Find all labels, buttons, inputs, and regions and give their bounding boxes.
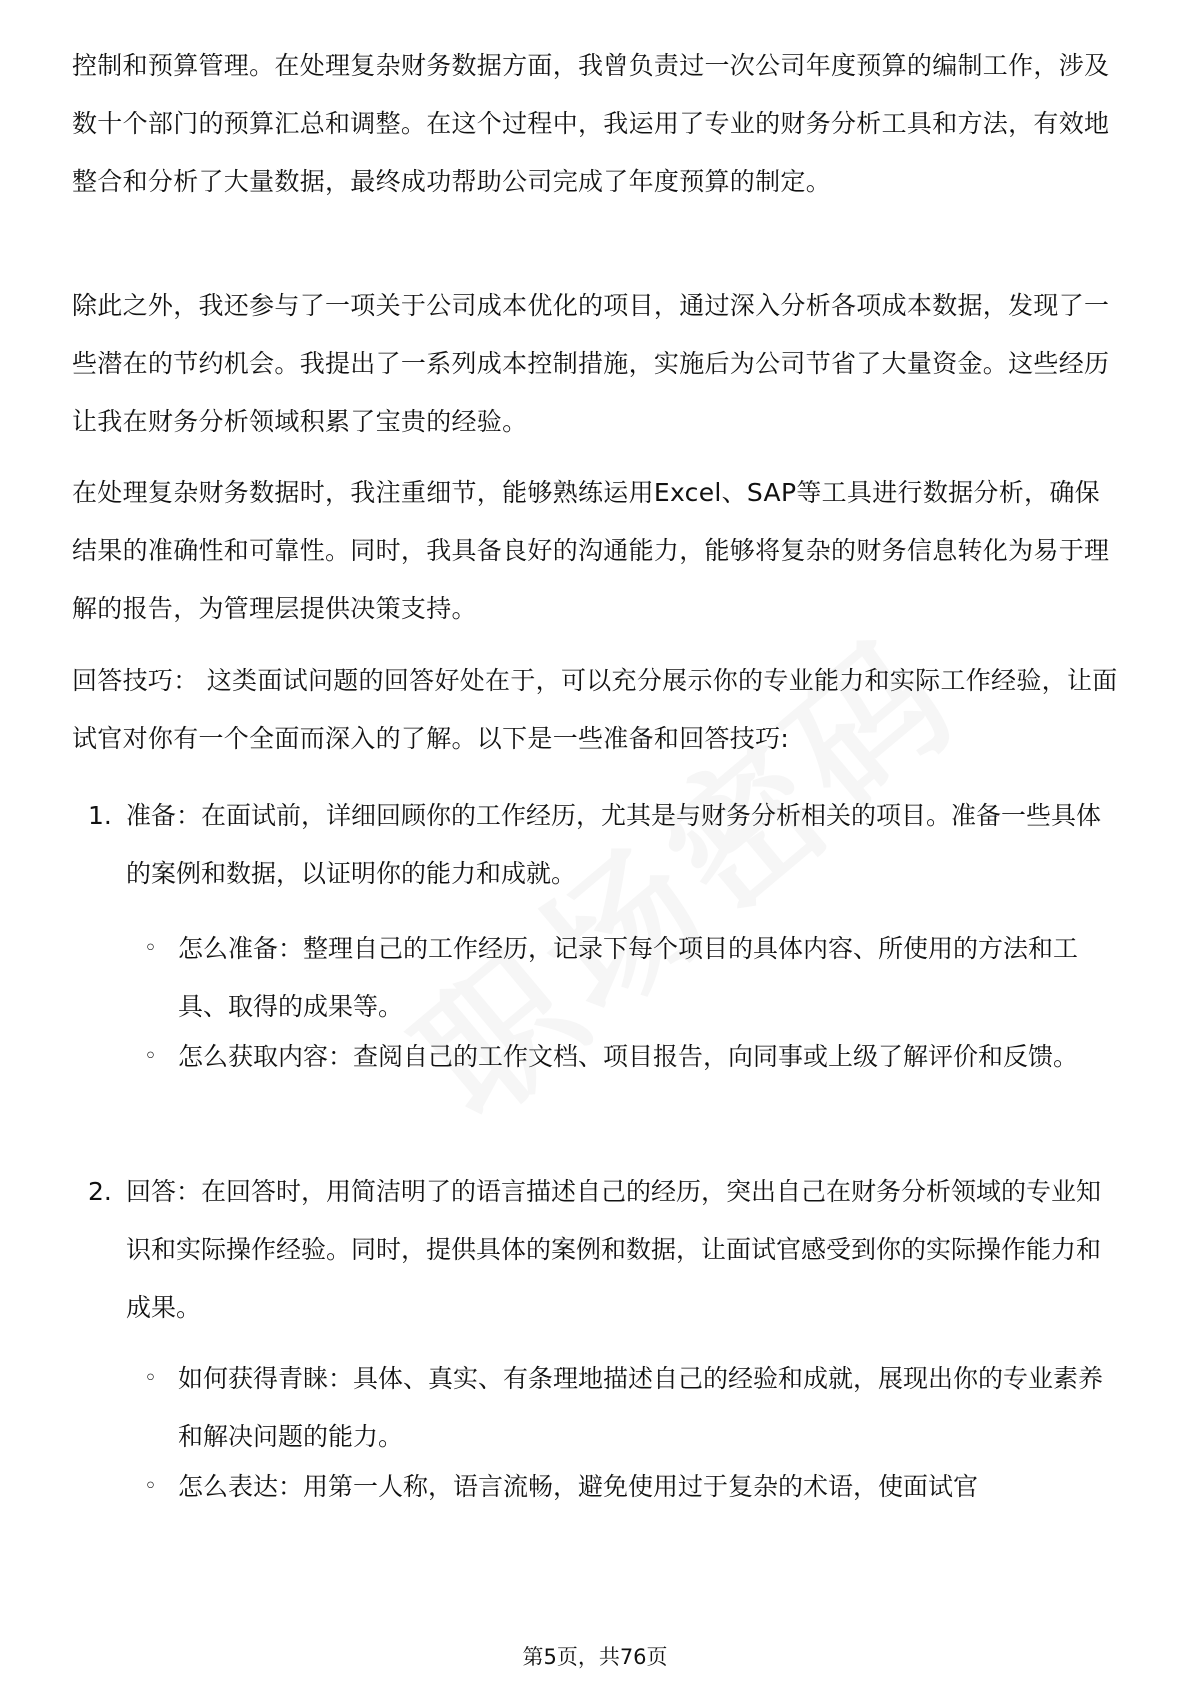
- bullet-item-how-get-content: [72, 1028, 1122, 1086]
- bullet-glyph: ◦: [144, 1474, 157, 1499]
- bullet-item-how-prepare: [72, 920, 1122, 1036]
- page-footer: 第5页，共76页: [522, 1645, 668, 1669]
- bullet-text: 怎么获取内容：查阅自己的工作文档、项目报告，向同事或上级了解评价和反馈。: [178, 1042, 1079, 1071]
- list-item-text: 回答：在回答时，用简洁明了的语言描述自己的经历，突出自己在财务分析领域的专业知识和实际操作经验。同时，提供具体的案例和数据，让面试官感受到你的实际操作能力和成果。: [126, 1177, 1102, 1322]
- list-item-prepare: [72, 787, 1122, 903]
- paragraph-cost-optimization: 除此之外，我还参与了一项关于公司成本优化的项目，通过深入分析各项成本数据，发现了一些潜在的节约机会。我提出了一系列成本控制措施，实施后为公司节省了大量资金。这些经历让我在财务分析领域积累了宝贵的经验。: [72, 291, 1110, 436]
- bullet-text: 怎么准备：整理自己的工作经历，记录下每个项目的具体内容、所使用的方法和工具、取得的成果等。: [178, 934, 1079, 1021]
- paragraph-budget: 控制和预算管理。在处理复杂财务数据方面，我曾负责过一次公司年度预算的编制工作，涉及数十个部门的预算汇总和调整。在这个过程中，我运用了专业的财务分析工具和方法，有效地整合和分析了大量数据，最终成功帮助公司完成了年度预算的制定。: [72, 51, 1110, 196]
- bullet-glyph: ◦: [144, 936, 157, 961]
- list-item-answer: [72, 1163, 1122, 1337]
- paragraph-answer-tips: 回答技巧： 这类面试问题的回答好处在于，可以充分展示你的专业能力和实际工作经验，让面试官对你有一个全面而深入的了解。以下是一些准备和回答技巧:: [72, 666, 1118, 753]
- list-number: 2.: [88, 1177, 112, 1206]
- bullet-glyph: ◦: [144, 1044, 157, 1069]
- bullet-item-how-express: [72, 1458, 1122, 1516]
- bullet-text: 如何获得青睐：具体、真实、有条理地描述自己的经验和成就，展现出你的专业素养和解决问题的能力。: [178, 1364, 1104, 1451]
- list-item-text: 准备：在面试前，详细回顾你的工作经历，尤其是与财务分析相关的项目。准备一些具体的案例和数据，以证明你的能力和成就。: [126, 801, 1102, 888]
- bullet-text: 怎么表达：用第一人称，语言流畅，避免使用过于复杂的术语，使面试官: [178, 1472, 979, 1501]
- paragraph-data-skills: 在处理复杂财务数据时，我注重细节，能够熟练运用Excel、SAP等工具进行数据分析，确保结果的准确性和可靠性。同时，我具备良好的沟通能力，能够将复杂的财务信息转化为易于理解的报告，为管理层提供决策支持。: [72, 478, 1110, 623]
- list-number: 1.: [88, 801, 112, 830]
- bullet-item-win-favor: [72, 1350, 1122, 1466]
- bullet-glyph: ◦: [144, 1366, 157, 1391]
